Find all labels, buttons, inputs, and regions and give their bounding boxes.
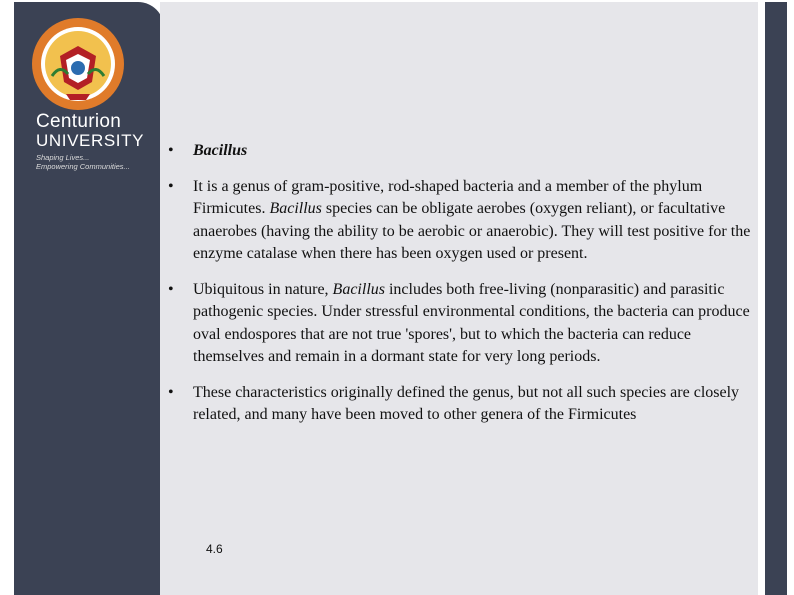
bullet-text: Bacillus: [269, 200, 322, 217]
bullet-item: [168, 279, 758, 369]
bullet-list: [168, 140, 758, 440]
brand-block: [36, 112, 144, 171]
bullet-text: species can be obligate aerobes (oxygen reliant), or facultative anaerobes (having the ability to be aerobic or anaerobic). They will test positive for the enzyme catalase when there has been oxygen used or present.: [193, 200, 751, 262]
right-bar: [765, 2, 787, 595]
brand-name-line1: Centurion: [36, 111, 122, 132]
bullet-dot: •: [168, 280, 174, 298]
bullet-item: [168, 176, 758, 266]
bullet-text: Bacillus: [332, 280, 385, 298]
bullet-text: Ubiquitous in nature,: [193, 280, 333, 298]
bullet-item: [168, 382, 758, 427]
bullet-dot: •: [168, 142, 174, 159]
bullet-text: It is a genus of gram-positive, rod-shaped bacteria and a member of the phylum Firmicutes.: [193, 177, 703, 217]
university-seal-icon: [30, 16, 126, 112]
bullet-text: These characteristics originally defined the genus, but not all such species are closely related, and many have been moved to other genera of the Firmicutes: [193, 383, 740, 423]
bullet-dot: •: [168, 383, 174, 401]
bullet-text: Bacillus: [193, 142, 248, 159]
brand-tagline-line1: Shaping Lives...: [36, 153, 90, 162]
page-number: 4.6: [206, 542, 223, 556]
bullet-item: [168, 140, 758, 163]
brand-name-line2: UNIVERSITY: [36, 131, 145, 150]
brand-tagline-line2: Empowering Communities...: [36, 162, 130, 171]
bullet-dot: •: [168, 177, 174, 195]
bullet-text: includes both free-living (nonparasitic) and parasitic pathogenic species. Under stressful environmental conditions, the bacteria can produce oval endospores that are not true 'spores', but to which the bacteria can reduce themselves and remain in a dormant state for very long periods.: [193, 280, 750, 365]
